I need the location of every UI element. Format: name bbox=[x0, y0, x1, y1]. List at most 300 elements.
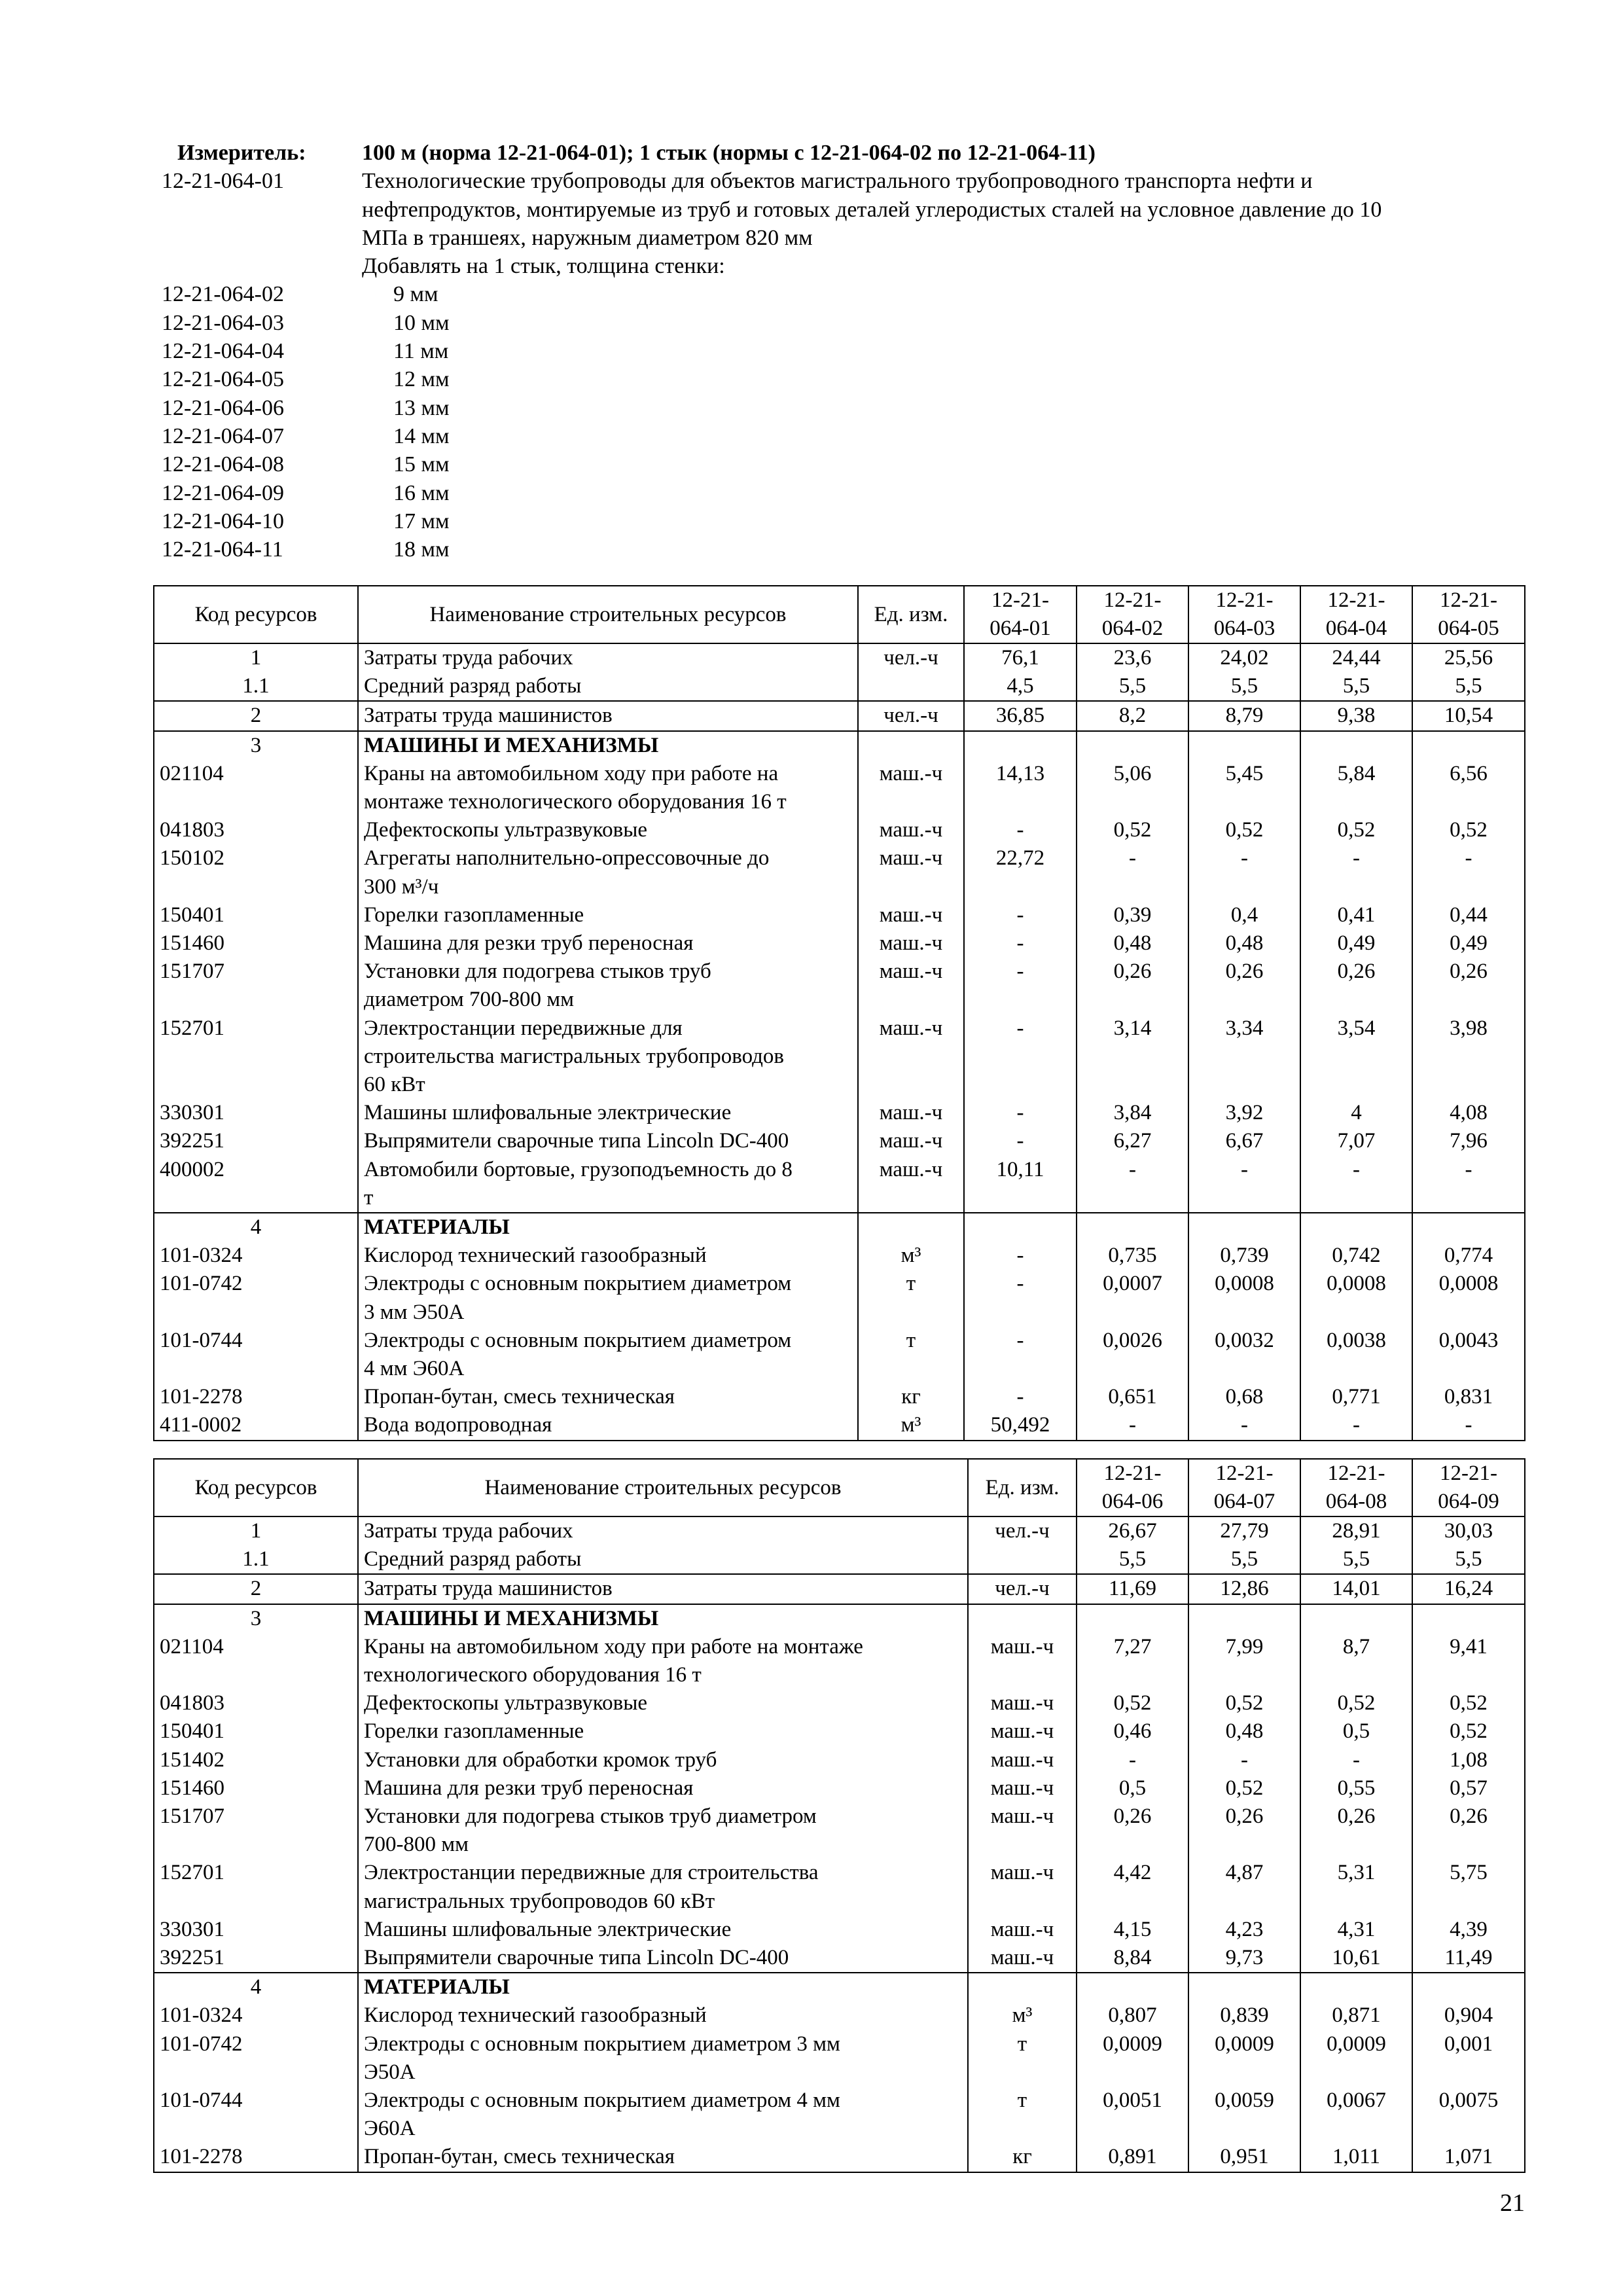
norm-value: 7,27 bbox=[1077, 1633, 1188, 1689]
resource-unit: маш.-ч bbox=[968, 1803, 1077, 1859]
main-norm-line bbox=[162, 167, 1549, 195]
sub-norm-code: 12-21-064-03 bbox=[162, 310, 284, 335]
resource-code: 2 bbox=[154, 1574, 358, 1604]
resource-name: Установки для подогрева стыков труб диаметром 700-800 мм bbox=[358, 958, 858, 1014]
resource-unit: маш.-ч bbox=[968, 1746, 1077, 1774]
table-row bbox=[154, 1803, 1525, 1859]
resource-name: Пропан-бутан, смесь техническая bbox=[358, 1383, 858, 1411]
norm-value: 4,15 bbox=[1077, 1916, 1188, 1944]
table-row bbox=[154, 1774, 1525, 1803]
resource-name: Электроды с основным покрытием диаметром 3 мм Э50А bbox=[358, 1270, 858, 1326]
table-row bbox=[154, 1689, 1525, 1717]
table-row bbox=[154, 2001, 1525, 2030]
sub-norm-code: 12-21-064-07 bbox=[162, 423, 284, 448]
resource-name: Машины шлифовальные электрические bbox=[358, 1916, 968, 1944]
resource-name: МАШИНЫ И МЕХАНИЗМЫ bbox=[358, 731, 858, 760]
sub-norm-text: 12 мм bbox=[393, 367, 450, 392]
description-line-row bbox=[162, 224, 1549, 252]
norm-value: 0,26 bbox=[1300, 958, 1412, 1014]
norm-value bbox=[1077, 731, 1188, 760]
norm-value: 0,26 bbox=[1077, 958, 1188, 1014]
resource-unit: маш.-ч bbox=[968, 1774, 1077, 1803]
description-line-row bbox=[162, 196, 1549, 224]
column-header: 12-21- 064-03 bbox=[1188, 586, 1300, 643]
norm-value: - bbox=[1412, 1156, 1525, 1213]
resource-unit: маш.-ч bbox=[858, 901, 964, 929]
norm-value bbox=[1077, 1604, 1188, 1633]
resource-name: Пропан-бутан, смесь техническая bbox=[358, 2143, 968, 2172]
resource-unit: маш.-ч bbox=[968, 1944, 1077, 1973]
table-row bbox=[154, 1411, 1525, 1440]
resource-unit: маш.-ч bbox=[968, 1717, 1077, 1746]
table-row bbox=[154, 1242, 1525, 1270]
resource-code: 101-2278 bbox=[154, 1383, 358, 1411]
norm-value: 3,34 bbox=[1188, 1014, 1300, 1100]
resource-name: Горелки газопламенные bbox=[358, 901, 858, 929]
norm-value: 0,49 bbox=[1300, 929, 1412, 958]
resource-unit: м³ bbox=[968, 2001, 1077, 2030]
norm-value: 0,41 bbox=[1300, 901, 1412, 929]
norm-value: 14,13 bbox=[964, 760, 1077, 816]
norm-value: - bbox=[1412, 844, 1525, 901]
resource-name: Краны на автомобильном ходу при работе на монтаже технологического оборудования 16 т bbox=[358, 1633, 968, 1689]
norm-value: 25,56 bbox=[1412, 643, 1525, 672]
resource-code: 101-0744 bbox=[154, 2087, 358, 2143]
resource-unit bbox=[858, 672, 964, 701]
norm-value: 0,52 bbox=[1188, 816, 1300, 844]
norm-value: 3,84 bbox=[1077, 1099, 1188, 1127]
page-number: 21 bbox=[1500, 2189, 1525, 2217]
norm-value: 0,831 bbox=[1412, 1383, 1525, 1411]
sub-norm-code: 12-21-064-09 bbox=[162, 480, 284, 505]
resource-unit bbox=[968, 1604, 1077, 1633]
norm-value: 8,2 bbox=[1077, 701, 1188, 730]
resource-name: Краны на автомобильном ходу при работе на монтаже технологического оборудования 16 т bbox=[358, 760, 858, 816]
norm-value bbox=[1412, 1213, 1525, 1242]
norm-value: 0,5 bbox=[1300, 1717, 1412, 1746]
section-row bbox=[154, 1213, 1525, 1242]
resource-code: 101-0742 bbox=[154, 2030, 358, 2087]
norm-value: 0,0008 bbox=[1300, 1270, 1412, 1326]
resource-code: 101-0324 bbox=[154, 1242, 358, 1270]
norm-value bbox=[1300, 1213, 1412, 1242]
norm-value: - bbox=[964, 929, 1077, 958]
norm-value: 9,38 bbox=[1300, 701, 1412, 730]
table-row bbox=[154, 1156, 1525, 1213]
norm-value: 4,42 bbox=[1077, 1859, 1188, 1915]
norm-value: 50,492 bbox=[964, 1411, 1077, 1440]
norm-value: 5,5 bbox=[1188, 1545, 1300, 1574]
norm-value: 5,5 bbox=[1077, 672, 1188, 701]
resource-name: Дефектоскопы ультразвуковые bbox=[358, 1689, 968, 1717]
description-line: нефтепродуктов, монтируемые из труб и готовых деталей углеродистых сталей на условное давление до 10 bbox=[362, 197, 1382, 222]
description-line: МПа в траншеях, наружным диаметром 820 мм bbox=[362, 225, 813, 250]
resource-name: Установки для подогрева стыков труб диаметром 700-800 мм bbox=[358, 1803, 968, 1859]
table-row bbox=[154, 1014, 1525, 1100]
norm-value: 1,08 bbox=[1412, 1746, 1525, 1774]
norm-value: 0,26 bbox=[1412, 1803, 1525, 1859]
norm-value: 1,071 bbox=[1412, 2143, 1525, 2172]
sub-norm-text: 9 мм bbox=[393, 282, 438, 307]
sub-norm-text: 11 мм bbox=[393, 339, 449, 364]
resource-code: 2 bbox=[154, 701, 358, 730]
norm-value: 5,45 bbox=[1188, 760, 1300, 816]
norm-value: 7,96 bbox=[1412, 1127, 1525, 1155]
norm-value: 0,0008 bbox=[1412, 1270, 1525, 1326]
norm-value: - bbox=[1077, 1746, 1188, 1774]
resource-unit: маш.-ч bbox=[858, 844, 964, 901]
resource-name: МАШИНЫ И МЕХАНИЗМЫ bbox=[358, 1604, 968, 1633]
norm-value bbox=[1412, 731, 1525, 760]
norm-value bbox=[1188, 1604, 1300, 1633]
table-row bbox=[154, 929, 1525, 958]
table-row bbox=[154, 643, 1525, 672]
norm-value: 8,7 bbox=[1300, 1633, 1412, 1689]
table-row bbox=[154, 2143, 1525, 2172]
norm-value: 16,24 bbox=[1412, 1574, 1525, 1604]
resource-code: 392251 bbox=[154, 1944, 358, 1973]
norm-value: 36,85 bbox=[964, 701, 1077, 730]
table-row bbox=[154, 1545, 1525, 1574]
resource-name: Машины шлифовальные электрические bbox=[358, 1099, 858, 1127]
resource-code: 150401 bbox=[154, 901, 358, 929]
norm-value: 5,5 bbox=[1412, 672, 1525, 701]
resource-name: Кислород технический газообразный bbox=[358, 2001, 968, 2030]
norm-value: - bbox=[1412, 1411, 1525, 1440]
resource-code: 041803 bbox=[154, 1689, 358, 1717]
resource-unit: маш.-ч bbox=[858, 1099, 964, 1127]
norm-value: - bbox=[964, 901, 1077, 929]
resource-name: МАТЕРИАЛЫ bbox=[358, 1973, 968, 2001]
norm-value: 5,5 bbox=[1188, 672, 1300, 701]
norm-value: 0,0008 bbox=[1188, 1270, 1300, 1326]
resource-code: 400002 bbox=[154, 1156, 358, 1213]
table-header-row bbox=[154, 586, 1525, 643]
table-row bbox=[154, 1099, 1525, 1127]
norm-value: 8,79 bbox=[1188, 701, 1300, 730]
norm-value: 0,0007 bbox=[1077, 1270, 1188, 1326]
resource-unit: чел.-ч bbox=[858, 643, 964, 672]
resource-name: Агрегаты наполнительно-опрессовочные до 300 м³/ч bbox=[358, 844, 858, 901]
resource-name: МАТЕРИАЛЫ bbox=[358, 1213, 858, 1242]
norm-value: 22,72 bbox=[964, 844, 1077, 901]
norm-value: 0,46 bbox=[1077, 1717, 1188, 1746]
resource-code: 392251 bbox=[154, 1127, 358, 1155]
resource-unit: т bbox=[858, 1327, 964, 1383]
resource-name: Средний разряд работы bbox=[358, 1545, 968, 1574]
norm-value: 0,52 bbox=[1188, 1774, 1300, 1803]
norm-value: 10,54 bbox=[1412, 701, 1525, 730]
resource-unit: маш.-ч bbox=[858, 1014, 964, 1100]
norm-value: 5,5 bbox=[1300, 672, 1412, 701]
sub-norm-code: 12-21-064-06 bbox=[162, 395, 284, 420]
resource-unit: кг bbox=[968, 2143, 1077, 2172]
norm-value: - bbox=[964, 958, 1077, 1014]
resource-code: 021104 bbox=[154, 760, 358, 816]
measure-line bbox=[162, 139, 1549, 167]
resource-code: 151460 bbox=[154, 1774, 358, 1803]
norm-value: 0,57 bbox=[1412, 1774, 1525, 1803]
norm-value: 0,0067 bbox=[1300, 2087, 1412, 2143]
norm-value: 8,84 bbox=[1077, 1944, 1188, 1973]
norm-value: 0,0059 bbox=[1188, 2087, 1300, 2143]
resource-code: 101-0742 bbox=[154, 1270, 358, 1326]
table-row bbox=[154, 1717, 1525, 1746]
resource-unit: маш.-ч bbox=[968, 1916, 1077, 1944]
resource-code: 150102 bbox=[154, 844, 358, 901]
resources-table-2 bbox=[153, 1458, 1525, 2173]
norm-value: 0,904 bbox=[1412, 2001, 1525, 2030]
norm-value: 9,73 bbox=[1188, 1944, 1300, 1973]
resource-code: 101-0324 bbox=[154, 2001, 358, 2030]
resource-code: 101-0744 bbox=[154, 1327, 358, 1383]
resource-name: Выпрямители сварочные типа Lincoln DC-400 bbox=[358, 1944, 968, 1973]
resource-code: 151460 bbox=[154, 929, 358, 958]
norm-value: 0,26 bbox=[1077, 1803, 1188, 1859]
norm-value: 9,41 bbox=[1412, 1633, 1525, 1689]
table-row bbox=[154, 1516, 1525, 1545]
norm-value: 23,6 bbox=[1077, 643, 1188, 672]
sub-norm-text: 14 мм bbox=[393, 423, 450, 448]
norm-value: 5,5 bbox=[1077, 1545, 1188, 1574]
resource-code: 152701 bbox=[154, 1859, 358, 1915]
norm-value: 0,0009 bbox=[1300, 2030, 1412, 2087]
norm-value: 0,48 bbox=[1188, 929, 1300, 958]
section-row bbox=[154, 1973, 1525, 2001]
norm-value bbox=[1412, 1604, 1525, 1633]
norm-value: 24,02 bbox=[1188, 643, 1300, 672]
resource-name: Средний разряд работы bbox=[358, 672, 858, 701]
resource-name: Машина для резки труб переносная bbox=[358, 1774, 968, 1803]
resource-unit bbox=[968, 1973, 1077, 2001]
norm-value: 11,49 bbox=[1412, 1944, 1525, 1973]
norm-value: - bbox=[964, 1383, 1077, 1411]
column-header: Наименование строительных ресурсов bbox=[358, 1459, 968, 1516]
sub-norm-list bbox=[162, 280, 1549, 564]
resource-code: 4 bbox=[154, 1973, 358, 2001]
measure-label: Измеритель: bbox=[177, 141, 306, 165]
resource-code: 101-2278 bbox=[154, 2143, 358, 2172]
resource-unit: т bbox=[968, 2030, 1077, 2087]
table-row bbox=[154, 958, 1525, 1014]
norm-value: 0,5 bbox=[1077, 1774, 1188, 1803]
norm-value: 0,52 bbox=[1188, 1689, 1300, 1717]
resource-code: 1 bbox=[154, 643, 358, 672]
norm-value: 30,03 bbox=[1412, 1516, 1525, 1545]
resource-name: Электростанции передвижные для строительства магистральных трубопроводов 60 кВт bbox=[358, 1014, 858, 1100]
resource-name: Затраты труда машинистов bbox=[358, 1574, 968, 1604]
add-text-line bbox=[162, 252, 1549, 280]
resource-code: 151707 bbox=[154, 958, 358, 1014]
resource-unit: маш.-ч bbox=[858, 1127, 964, 1155]
add-text: Добавлять на 1 стык, толщина стенки: bbox=[362, 254, 725, 279]
resource-name: Затраты труда машинистов bbox=[358, 701, 858, 730]
norm-value: 0,52 bbox=[1077, 1689, 1188, 1717]
norm-value: - bbox=[964, 1270, 1077, 1326]
norm-value: 5,06 bbox=[1077, 760, 1188, 816]
resources-table-1 bbox=[153, 585, 1525, 1441]
column-header: Ед. изм. bbox=[858, 586, 964, 643]
norm-value: 0,774 bbox=[1412, 1242, 1525, 1270]
resource-unit: м³ bbox=[858, 1242, 964, 1270]
norm-value: 5,75 bbox=[1412, 1859, 1525, 1915]
table-row bbox=[154, 2030, 1525, 2087]
norm-value: 0,891 bbox=[1077, 2143, 1188, 2172]
norm-value: 4,39 bbox=[1412, 1916, 1525, 1944]
sub-norm-row bbox=[162, 280, 1549, 308]
norm-value: 6,27 bbox=[1077, 1127, 1188, 1155]
resource-unit: маш.-ч bbox=[858, 760, 964, 816]
norm-value: 4,5 bbox=[964, 672, 1077, 701]
norm-value: 0,52 bbox=[1412, 1717, 1525, 1746]
norm-value: 0,0032 bbox=[1188, 1327, 1300, 1383]
norm-value: - bbox=[1300, 1746, 1412, 1774]
norm-value: 24,44 bbox=[1300, 643, 1412, 672]
resource-unit: т bbox=[858, 1270, 964, 1326]
norm-value: - bbox=[964, 1014, 1077, 1100]
column-header: 12-21- 064-05 bbox=[1412, 586, 1525, 643]
norm-value: 5,31 bbox=[1300, 1859, 1412, 1915]
norm-value: 0,839 bbox=[1188, 2001, 1300, 2030]
table-row bbox=[154, 1944, 1525, 1973]
norm-value: 3,92 bbox=[1188, 1099, 1300, 1127]
sub-norm-row bbox=[162, 365, 1549, 393]
norm-value: 4,31 bbox=[1300, 1916, 1412, 1944]
norm-value: - bbox=[1077, 1156, 1188, 1213]
resource-name: Электроды с основным покрытием диаметром 3 мм Э50А bbox=[358, 2030, 968, 2087]
norm-value: 11,69 bbox=[1077, 1574, 1188, 1604]
norm-value: 10,11 bbox=[964, 1156, 1077, 1213]
norm-value: 5,84 bbox=[1300, 760, 1412, 816]
column-header: Наименование строительных ресурсов bbox=[358, 586, 858, 643]
resource-name: Электростанции передвижные для строительства магистральных трубопроводов 60 кВт bbox=[358, 1859, 968, 1915]
norm-value: 3,98 bbox=[1412, 1014, 1525, 1100]
resource-code: 1 bbox=[154, 1516, 358, 1545]
sub-norm-text: 13 мм bbox=[393, 395, 450, 420]
norm-value: - bbox=[964, 1099, 1077, 1127]
resource-unit: чел.-ч bbox=[968, 1516, 1077, 1545]
norm-value: 0,0051 bbox=[1077, 2087, 1188, 2143]
norm-value: - bbox=[1188, 844, 1300, 901]
table-row bbox=[154, 1859, 1525, 1915]
resource-name: Электроды с основным покрытием диаметром 4 мм Э60А bbox=[358, 1327, 858, 1383]
norm-value: 0,0075 bbox=[1412, 2087, 1525, 2143]
resource-unit: маш.-ч bbox=[858, 816, 964, 844]
norm-value bbox=[964, 731, 1077, 760]
norm-value: 0,26 bbox=[1188, 958, 1300, 1014]
sub-norm-row bbox=[162, 479, 1549, 507]
norm-value: 6,67 bbox=[1188, 1127, 1300, 1155]
sub-norm-code: 12-21-064-02 bbox=[162, 282, 284, 307]
resource-name: Установки для обработки кромок труб bbox=[358, 1746, 968, 1774]
sub-norm-code: 12-21-064-11 bbox=[162, 537, 283, 562]
resource-name: Автомобили бортовые, грузоподъемность до 8 т bbox=[358, 1156, 858, 1213]
table-row bbox=[154, 2087, 1525, 2143]
resource-code: 3 bbox=[154, 731, 358, 760]
norm-value: 0,52 bbox=[1077, 816, 1188, 844]
norm-value: 0,0009 bbox=[1188, 2030, 1300, 2087]
resource-name: Затраты труда рабочих bbox=[358, 643, 858, 672]
sub-norm-code: 12-21-064-10 bbox=[162, 509, 284, 533]
column-header: 12-21- 064-04 bbox=[1300, 586, 1412, 643]
resource-name: Выпрямители сварочные типа Lincoln DC-400 bbox=[358, 1127, 858, 1155]
resource-name: Кислород технический газообразный bbox=[358, 1242, 858, 1270]
norm-value: - bbox=[1300, 844, 1412, 901]
table-row bbox=[154, 1574, 1525, 1604]
norm-value: 5,5 bbox=[1300, 1545, 1412, 1574]
norm-value bbox=[1077, 1213, 1188, 1242]
resource-code: 330301 bbox=[154, 1099, 358, 1127]
norm-value: 0,871 bbox=[1300, 2001, 1412, 2030]
norm-value: - bbox=[1077, 844, 1188, 901]
resource-code: 3 bbox=[154, 1604, 358, 1633]
resource-unit: маш.-ч bbox=[858, 958, 964, 1014]
resource-unit: м³ bbox=[858, 1411, 964, 1440]
norm-value: 0,26 bbox=[1412, 958, 1525, 1014]
resource-unit: маш.-ч bbox=[968, 1859, 1077, 1915]
norm-value: 0,651 bbox=[1077, 1383, 1188, 1411]
norm-value bbox=[1300, 1604, 1412, 1633]
resource-unit: кг bbox=[858, 1383, 964, 1411]
description-line: Технологические трубопроводы для объектов магистрального трубопроводного транспорта нефти и bbox=[362, 169, 1313, 194]
resource-code: 041803 bbox=[154, 816, 358, 844]
norm-value bbox=[964, 1213, 1077, 1242]
norm-value: 0,49 bbox=[1412, 929, 1525, 958]
section-row bbox=[154, 1604, 1525, 1633]
norm-value: 0,39 bbox=[1077, 901, 1188, 929]
norm-value: 0,4 bbox=[1188, 901, 1300, 929]
norm-value: 3,54 bbox=[1300, 1014, 1412, 1100]
norm-value: 4,23 bbox=[1188, 1916, 1300, 1944]
norm-value: 0,735 bbox=[1077, 1242, 1188, 1270]
table-row bbox=[154, 1746, 1525, 1774]
norm-value: 0,48 bbox=[1077, 929, 1188, 958]
resource-unit bbox=[858, 731, 964, 760]
norm-value: - bbox=[1188, 1411, 1300, 1440]
norm-value: 14,01 bbox=[1300, 1574, 1412, 1604]
table-row bbox=[154, 701, 1525, 730]
norm-value: 0,55 bbox=[1300, 1774, 1412, 1803]
norm-value: - bbox=[964, 1127, 1077, 1155]
resource-code: 152701 bbox=[154, 1014, 358, 1100]
norm-value bbox=[1077, 1973, 1188, 2001]
table-row bbox=[154, 816, 1525, 844]
column-header: 12-21- 064-07 bbox=[1188, 1459, 1300, 1516]
resource-code: 151707 bbox=[154, 1803, 358, 1859]
table-row bbox=[154, 1633, 1525, 1689]
table-row bbox=[154, 760, 1525, 816]
table-row bbox=[154, 1327, 1525, 1383]
norm-value: 0,48 bbox=[1188, 1717, 1300, 1746]
resource-unit: чел.-ч bbox=[858, 701, 964, 730]
sub-norm-code: 12-21-064-08 bbox=[162, 452, 284, 477]
main-norm-code: 12-21-064-01 bbox=[162, 169, 284, 194]
norm-value bbox=[1300, 1973, 1412, 2001]
sub-norm-text: 17 мм bbox=[393, 509, 450, 533]
section-row bbox=[154, 731, 1525, 760]
norm-value: 0,52 bbox=[1412, 1689, 1525, 1717]
norm-value: - bbox=[1077, 1411, 1188, 1440]
resource-name: Электроды с основным покрытием диаметром 4 мм Э60А bbox=[358, 2087, 968, 2143]
sub-norm-row bbox=[162, 535, 1549, 564]
column-header: 12-21- 064-06 bbox=[1077, 1459, 1188, 1516]
sub-norm-code: 12-21-064-05 bbox=[162, 367, 284, 392]
sub-norm-row bbox=[162, 337, 1549, 365]
norm-value: - bbox=[964, 1327, 1077, 1383]
column-header: Код ресурсов bbox=[154, 1459, 358, 1516]
norm-value: 27,79 bbox=[1188, 1516, 1300, 1545]
measure-text: 100 м (норма 12-21-064-01); 1 стык (нормы с 12-21-064-02 по 12-21-064-11) bbox=[362, 141, 1096, 165]
